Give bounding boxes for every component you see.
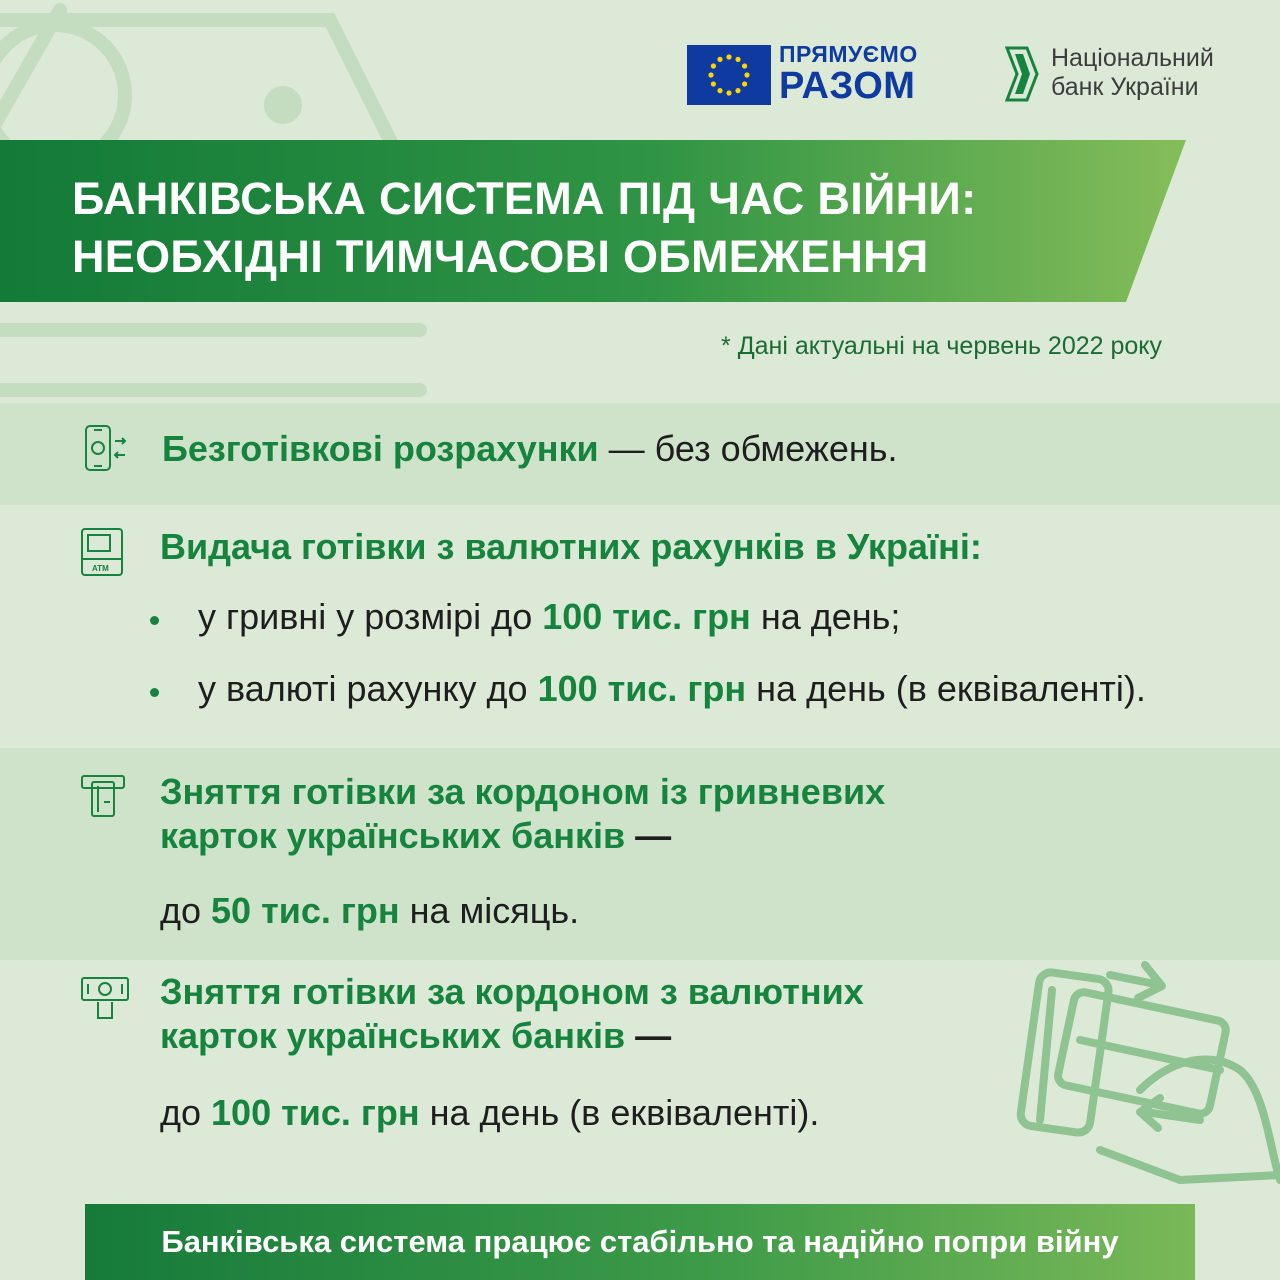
eu-logo-line2: РАЗОМ <box>779 65 916 107</box>
abroad-uah-dash: — <box>625 815 672 856</box>
footer-banner: Банківська система працює стабільно та надійно попри війну <box>85 1204 1195 1280</box>
abroad-fx-post: на день (в еквіваленті). <box>419 1092 820 1133</box>
abroad-fx-amount: 100 тис. грн <box>211 1092 420 1133</box>
bullet-currency-post: на день (в еквіваленті). <box>746 668 1146 709</box>
eu-logo <box>687 41 929 107</box>
nbu-name-line2: банк України <box>1051 73 1199 101</box>
phone-payment-icon <box>82 424 130 472</box>
nbu-logo <box>1003 44 1243 104</box>
abroad-fx-heading-line1: Зняття готівки за кордоном з валютних <box>160 971 864 1012</box>
data-date-note: * Дані актуальні на червень 2022 року <box>721 332 1162 360</box>
bullet-currency-pre: у валюті рахунку до <box>198 668 538 709</box>
title-line1: БАНКІВСЬКА СИСТЕМА ПІД ЧАС ВІЙНИ: <box>72 173 977 224</box>
abroad-fx-pre: до <box>160 1092 212 1133</box>
fx-cash-bullet-currency <box>198 668 1146 710</box>
abroad-uah-heading-line1: Зняття готівки за кордоном із гривневих <box>160 771 886 812</box>
nbu-name-line1: Національний <box>1051 44 1214 72</box>
fx-cash-bullet-uah <box>198 596 900 638</box>
fx-cash-heading: Видача готівки з валютних рахунків в Україні: <box>160 526 982 567</box>
abroad-fx-dash: — <box>625 1015 672 1056</box>
bullet-uah-post: на день; <box>750 596 901 637</box>
cashless-payments-value: — без обмежень. <box>598 428 898 469</box>
eu-flag-icon <box>687 45 771 105</box>
abroad-uah-amount: 50 тис. грн <box>211 890 400 931</box>
abroad-fx-heading-line2: карток українських банків <box>160 1015 626 1056</box>
cashless-payments-label: Безготівкові розрахунки <box>162 428 599 469</box>
abroad-uah-limit <box>160 890 579 932</box>
eu-logo-line1: ПРЯМУЄМО <box>779 41 918 67</box>
card-slot-icon <box>80 772 126 818</box>
bullet-dot <box>150 616 159 625</box>
abroad-uah-post: на місяць. <box>399 890 580 931</box>
atm-icon <box>80 527 124 577</box>
cashless-payments-text <box>162 428 898 470</box>
abroad-uah-heading-line2: карток українських банків <box>160 815 626 856</box>
abroad-fx-text <box>160 970 864 1058</box>
bullet-dot <box>150 688 159 697</box>
bullet-currency-amount: 100 тис. грн <box>537 668 747 709</box>
cash-withdrawal-icon <box>80 972 130 1022</box>
bullet-uah-amount: 100 тис. грн <box>542 596 751 637</box>
abroad-fx-limit <box>160 1092 819 1134</box>
abroad-uah-pre: до <box>160 890 212 931</box>
page-title <box>72 170 1122 286</box>
abroad-uah-text <box>160 770 885 858</box>
nbu-emblem-icon <box>1003 46 1039 102</box>
svg-text:ATM: ATM <box>92 564 109 573</box>
card-hand-illustration <box>1019 965 1280 1180</box>
bullet-uah-pre: у гривні у розмірі до <box>198 596 543 637</box>
title-line2: НЕОБХІДНІ ТИМЧАСОВІ ОБМЕЖЕННЯ <box>72 231 929 282</box>
